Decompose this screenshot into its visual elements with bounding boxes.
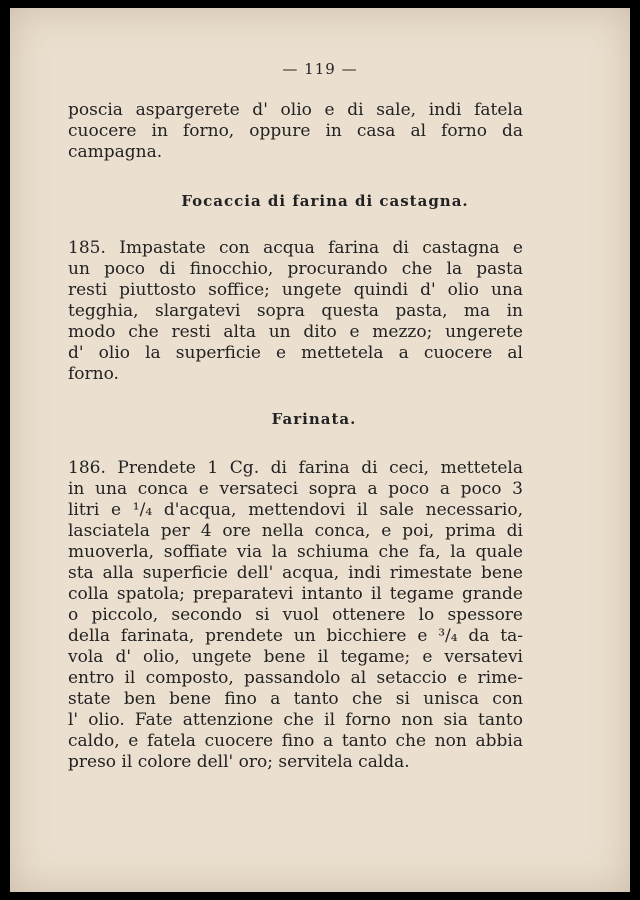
text-line: modo che resti alta un dito e mezzo; ungerete (68, 322, 523, 342)
text-line: forno. (68, 364, 119, 384)
text-line: entro il composto, passandolo al setaccio e rime- (68, 668, 523, 688)
text-line: resti piuttosto soffice; ungete quindi d' olio una (68, 280, 523, 300)
section-title-focaccia: Focaccia di farina di castagna. (181, 192, 469, 210)
text-line: in una conca e versateci sopra a poco a poco 3 (68, 479, 523, 499)
text-line: l' olio. Fate attenzione che il forno non sia tanto (68, 710, 523, 730)
text-line: state ben bene fino a tanto che si unisca con (68, 689, 523, 709)
intro-paragraph (68, 100, 523, 163)
text-line: litri e ¹/₄ d'acqua, mettendovi il sale necessario, (68, 500, 523, 520)
recipe-185-paragraph (68, 238, 523, 385)
book-page (10, 8, 630, 892)
recipe-186-paragraph (68, 458, 523, 773)
text-line: campagna. (68, 142, 163, 162)
page-number: — 119 — (282, 60, 358, 78)
section-title-farinata: Farinata. (271, 410, 357, 428)
text-line: o piccolo, secondo si vuol ottenere lo spessore (68, 605, 523, 625)
text-line: lasciatela per 4 ore nella conca, e poi, prima di (68, 521, 523, 541)
text-line: 186. Prendete 1 Cg. di farina di ceci, mettetela (68, 458, 523, 478)
text-line: poscia aspargerete d' olio e di sale, indi fatela (68, 100, 523, 120)
text-line: d' olio la superficie e mettetela a cuocere al (68, 343, 523, 363)
text-line: colla spatola; preparatevi intanto il tegame grande (68, 584, 523, 604)
text-line: tegghia, slargatevi sopra questa pasta, ma in (68, 301, 523, 321)
text-line: muoverla, soffiate via la schiuma che fa, la quale (68, 542, 523, 562)
text-line: della farinata, prendete un bicchiere e ³/₄ da ta- (68, 626, 523, 646)
text-line: 185. Impastate con acqua farina di castagna e (68, 238, 523, 258)
text-line: preso il colore dell' oro; servitela calda. (68, 752, 410, 772)
text-line: sta alla superficie dell' acqua, indi rimestate bene (68, 563, 523, 583)
text-line: cuocere in forno, oppure in casa al forno da (68, 121, 523, 141)
text-line: un poco di finocchio, procurando che la pasta (68, 259, 523, 279)
text-line: caldo, e fatela cuocere fino a tanto che non abbia (68, 731, 523, 751)
text-line: vola d' olio, ungete bene il tegame; e versatevi (68, 647, 523, 667)
